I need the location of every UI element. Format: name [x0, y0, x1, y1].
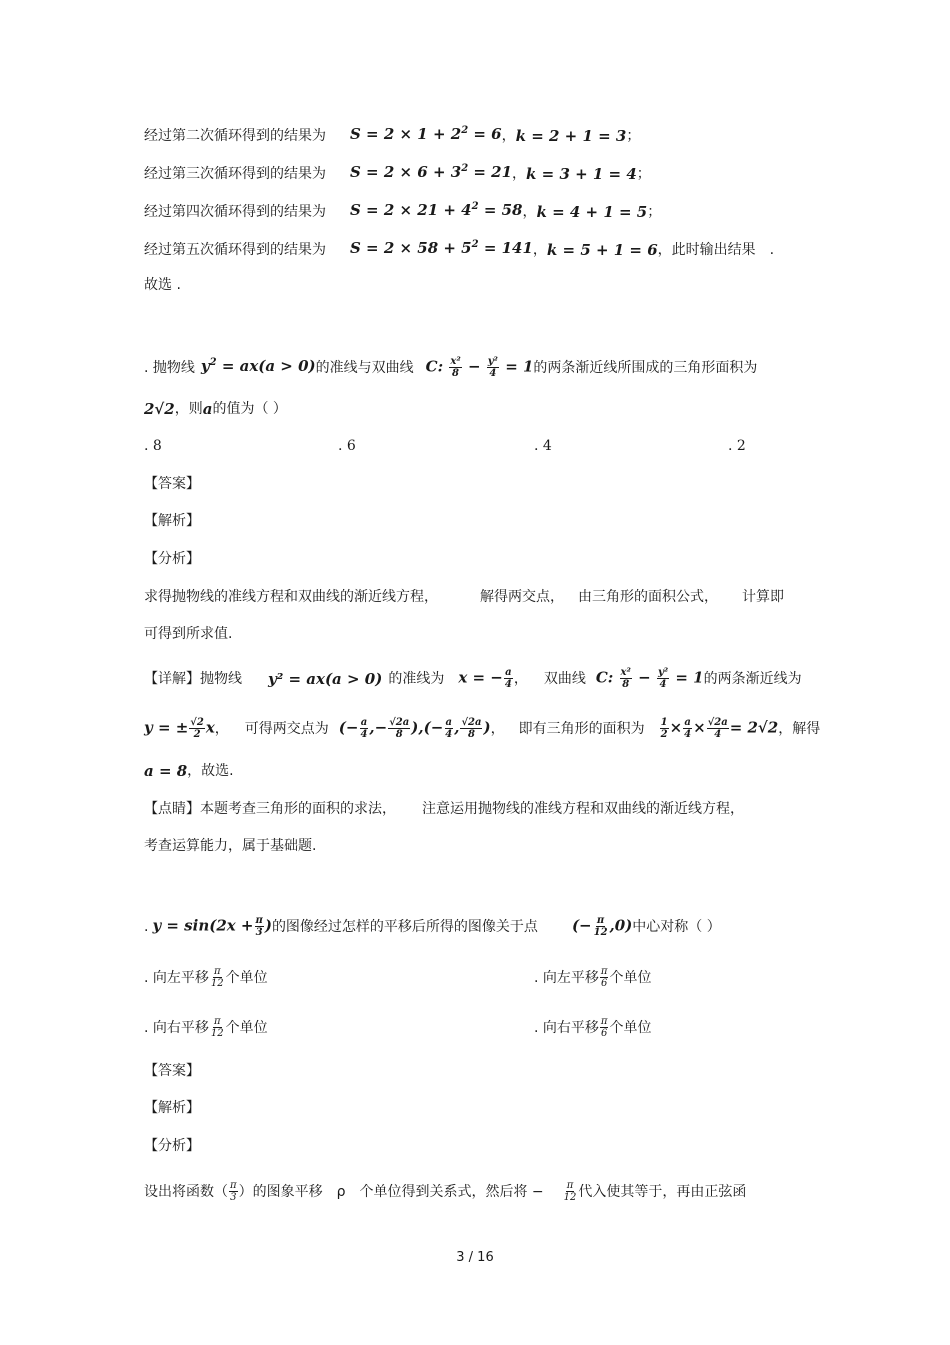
q2-fenxi-text: 求得抛物线的准线方程和双曲线的渐近线方程， 解得两交点， 由三角形的面积公式， 计算即 — [144, 589, 784, 605]
q3-analysis-tag: 【解析】 — [144, 1100, 200, 1116]
loop-math-s: $S = 2 \times 6 + 3^2 = 21$ — [350, 163, 513, 181]
q2-analysis-tag: 【解析】 — [144, 513, 200, 529]
q2-option-c[interactable]: . 4 — [534, 438, 552, 454]
q3-option-c[interactable]: . 向右平移 $\frac{\pi}{12}$ 个单位 — [144, 1016, 268, 1039]
page-number: 3 / 16 — [456, 1250, 494, 1265]
loop-label: 经过第四次循环得到的结果为 — [144, 203, 326, 220]
q2-fenxi-tag: 【分析】 — [144, 551, 200, 567]
q2-option-d[interactable]: . 2 — [728, 438, 746, 454]
q3-option-a[interactable]: . 向左平移 $\frac{\pi}{12}$ 个单位 — [144, 966, 268, 989]
q2-answer-tag: 【答案】 — [144, 476, 200, 492]
loop-line-4: 经过第四次循环得到的结果为 $S = 2 \times 21 + 4^2 = 58$ ， k = 4 + 1 = 5 ； — [144, 200, 661, 223]
q2-dianjing-2: 考查运算能力，属于基础题. — [144, 838, 317, 854]
loop-math-k: k = 5 + 1 = 6 — [546, 240, 658, 259]
loop-label: 经过第三次循环得到的结果为 — [144, 165, 326, 182]
loop-math-k: k = 2 + 1 = 3 — [515, 126, 627, 145]
intersection-points: (− $\frac{a}{4}$ ,− $\frac{√2a}{8}$ ),(− $\frac{a}{4}$ , $\frac{√2a}{8}$ ) — [338, 717, 491, 740]
loop-line-5: 经过第五次循环得到的结果为 $S = 2 \times 58 + 5^2 = 141$ ， k = 5 + 1 = 6 ，此时输出结果 . — [144, 238, 774, 261]
loop-math-k: k = 4 + 1 = 5 — [536, 202, 648, 221]
loop-math-s: $S = 2 \times 58 + 5^2 = 141$ — [350, 239, 533, 257]
loop-math-k: k = 3 + 1 = 4 — [526, 164, 637, 183]
loop-conclusion: 故选 . — [144, 277, 181, 293]
sine-function: y = sin(2x + $\frac{\pi}{3}$ ) — [152, 915, 272, 938]
loop-label: 经过第五次循环得到的结果为 — [144, 241, 326, 258]
area-formula: $\frac{1}{2}$ × $\frac{a}{4}$ × $\frac{√2a}{4}$ = 2√2 — [660, 717, 779, 740]
q2-detail-line2: y = ± $\frac{√2}{2}$ x ， 可得两交点为 (− $\frac{a}{4}$ ,− $\frac{√2a}{8}$ ),(− $\frac{a}{4}$ , $\frac{√2a}{8}$ ) ， 即有三角形的面积为 $\frac{1}{2}$ × $\frac{a}{4}$ × $\frac{√2a}{4}$ = 2√2 ，解得 — [144, 717, 821, 740]
symmetry-point: (− $\frac{\pi}{12}$ ,0) — [571, 915, 633, 938]
q3-option-b[interactable]: . 向左平移 $\frac{\pi}{6}$ 个单位 — [534, 966, 652, 989]
q2-fenxi-text-2: 可得到所求值. — [144, 626, 233, 642]
q3-option-d[interactable]: . 向右平移 $\frac{\pi}{6}$ 个单位 — [534, 1016, 652, 1039]
q3-fenxi-text: 设出将函数（ $\frac{\pi}{3}$ ）的图象平移 ρ 个单位得到关系式，然后将 − $\frac{\pi}{12}$ 代入使其等于，再由正弦函 — [144, 1180, 747, 1203]
loop-math-s: $S = 2 \times 21 + 4^2 = 58$ — [350, 201, 523, 219]
q2-result: a = 8 ，故选. — [144, 762, 234, 780]
q3-answer-tag: 【答案】 — [144, 1063, 200, 1079]
hyperbola-equation: C: $\frac{\text{x²}}{8}$ − $\frac{\text{y²}}{4}$ = 1 — [425, 356, 534, 379]
q2-stem-line2: 2√2 ，则 a 的值为（ ） — [144, 400, 287, 418]
loop-math-s: $S = 2 \times 1 + 2^2 = 6$ — [350, 125, 502, 143]
parabola-equation: $y^2 = ax(a > 0)$ — [200, 357, 316, 375]
q2-stem-line1: . 抛物线 $y^2 = ax(a > 0)$ 的准线与双曲线 C: $\frac{\text{x²}}{8}$ − $\frac{\text{y²}}{4}$ = 1 的两条渐近线所围成的三角形面积为 — [144, 356, 758, 379]
q3-stem: . y = sin(2x + $\frac{\pi}{3}$ ) 的图像经过怎样的平移后所得的图像关于点 (− $\frac{\pi}{12}$ ,0) 中心对称（ ） — [144, 915, 721, 938]
q3-fenxi-tag: 【分析】 — [144, 1138, 200, 1154]
loop-label: 经过第二次循环得到的结果为 — [144, 127, 326, 144]
q2-option-a[interactable]: . 8 — [144, 438, 162, 454]
loop-line-2: 经过第二次循环得到的结果为 $S = 2 \times 1 + 2^2 = 6$ ， k = 2 + 1 = 3 ； — [144, 124, 640, 147]
q2-option-b[interactable]: . 6 — [338, 438, 356, 454]
q2-dianjing: 【点睛】本题考查三角形的面积的求法， 注意运用抛物线的准线方程和双曲线的渐近线方程， — [144, 801, 744, 817]
q2-detail-line1: 【详解】抛物线 y² = ax(a > 0) 的准线为 x = − $\frac{a}{4}$ ， 双曲线 C: $\frac{\text{x²}}{8}$ − $\frac{\text{y²}}{4}$ = 1 的两条渐近线为 — [144, 667, 802, 690]
loop-line-3: 经过第三次循环得到的结果为 $S = 2 \times 6 + 3^2 = 21$ ， k = 3 + 1 = 4 ； — [144, 162, 651, 185]
